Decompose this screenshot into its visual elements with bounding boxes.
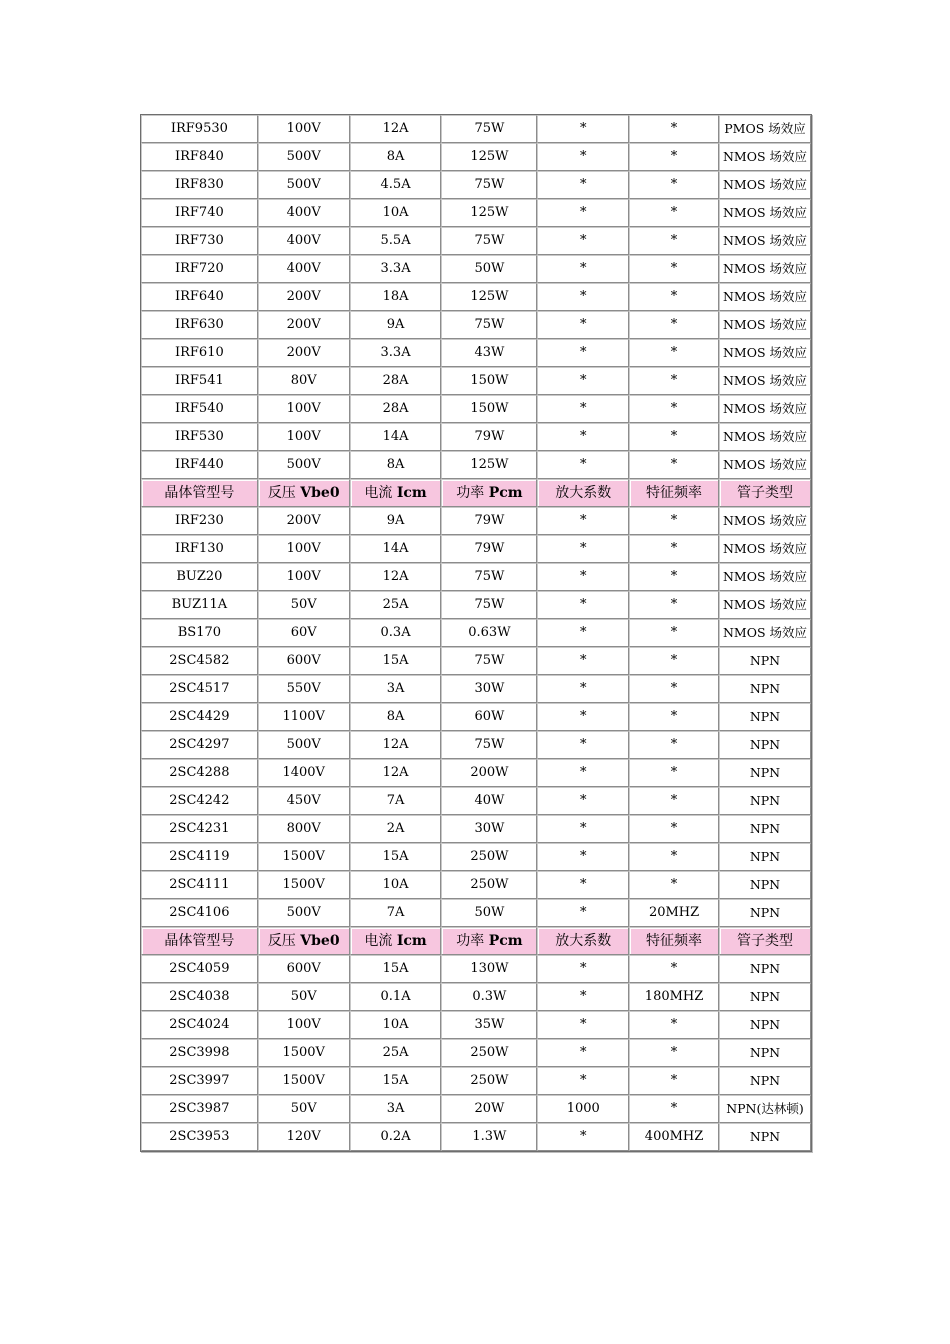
cell-voltage: 1100V [258,703,350,731]
cell-voltage: 200V [258,339,350,367]
cell-frequency: * [629,563,719,591]
cell-current: 4.5A [350,171,442,199]
cell-current: 18A [350,283,442,311]
cell-voltage: 500V [258,899,350,927]
cell-power: 75W [441,227,537,255]
table-row [141,591,811,619]
cell-voltage: 600V [258,647,350,675]
table-row [141,759,811,787]
cell-current: 3.3A [350,255,442,283]
cell-gain: * [537,423,629,451]
cell-frequency: 180MHZ [629,983,719,1011]
cell-current: 28A [350,367,442,395]
cell-frequency: * [629,619,719,647]
cell-frequency: * [629,843,719,871]
cell-model: 2SC4429 [141,703,258,731]
table-row [141,367,811,395]
cell-current: 10A [350,199,442,227]
cell-current: 0.2A [350,1123,442,1151]
cell-voltage: 120V [258,1123,350,1151]
cell-current: 15A [350,955,442,983]
cell-current: 14A [350,535,442,563]
cell-model: IRF720 [141,255,258,283]
header-gain: 放大系数 [537,479,629,507]
cell-model: IRF840 [141,143,258,171]
table-row [141,675,811,703]
cell-frequency: * [629,339,719,367]
cell-power: 40W [441,787,537,815]
header-model: 晶体管型号 [141,479,258,507]
cell-gain: * [537,563,629,591]
cell-power: 79W [441,535,537,563]
table-row [141,451,811,479]
table-row [141,507,811,535]
cell-model: 2SC4517 [141,675,258,703]
cell-power: 200W [441,759,537,787]
cell-voltage: 50V [258,983,350,1011]
table-row [141,899,811,927]
table-row [141,199,811,227]
cell-gain: * [537,115,629,143]
cell-frequency: * [629,171,719,199]
cell-gain: * [537,1011,629,1039]
cell-power: 125W [441,451,537,479]
cell-voltage: 500V [258,171,350,199]
cell-power: 75W [441,115,537,143]
cell-power: 75W [441,171,537,199]
cell-model: IRF230 [141,507,258,535]
cell-frequency: * [629,955,719,983]
cell-model: 2SC4024 [141,1011,258,1039]
cell-frequency: 20MHZ [629,899,719,927]
table-row [141,283,811,311]
cell-gain: * [537,227,629,255]
cell-model: 2SC4059 [141,955,258,983]
table-row [141,983,811,1011]
cell-current: 8A [350,451,442,479]
cell-voltage: 50V [258,1095,350,1123]
header-voltage: 反压 Vbe0 [258,927,350,955]
cell-power: 130W [441,955,537,983]
header-frequency: 特征频率 [629,479,719,507]
cell-model: 2SC4106 [141,899,258,927]
cell-frequency: * [629,451,719,479]
cell-type: NPN [719,1123,811,1151]
cell-voltage: 600V [258,955,350,983]
cell-gain: * [537,955,629,983]
cell-current: 12A [350,115,442,143]
cell-frequency: * [629,423,719,451]
cell-type: NMOS 场效应 [719,451,811,479]
cell-model: BUZ11A [141,591,258,619]
cell-power: 125W [441,143,537,171]
cell-current: 0.1A [350,983,442,1011]
cell-model: 2SC4288 [141,759,258,787]
cell-model: IRF9530 [141,115,258,143]
cell-power: 250W [441,1039,537,1067]
cell-model: IRF130 [141,535,258,563]
cell-frequency: * [629,311,719,339]
cell-gain: * [537,395,629,423]
cell-voltage: 80V [258,367,350,395]
cell-type: NMOS 场效应 [719,395,811,423]
cell-power: 75W [441,311,537,339]
header-type: 管子类型 [719,927,811,955]
cell-power: 75W [441,591,537,619]
cell-current: 8A [350,703,442,731]
cell-type: NPN [719,675,811,703]
cell-current: 5.5A [350,227,442,255]
cell-type: NMOS 场效应 [719,619,811,647]
cell-power: 125W [441,283,537,311]
cell-gain: * [537,899,629,927]
header-gain: 放大系数 [537,927,629,955]
cell-model: IRF530 [141,423,258,451]
cell-type: NMOS 场效应 [719,143,811,171]
cell-gain: * [537,703,629,731]
cell-type: NMOS 场效应 [719,423,811,451]
header-frequency: 特征频率 [629,927,719,955]
cell-type: NMOS 场效应 [719,283,811,311]
cell-voltage: 1500V [258,1039,350,1067]
cell-gain: * [537,983,629,1011]
cell-gain: * [537,787,629,815]
cell-type: NPN [719,731,811,759]
cell-current: 12A [350,731,442,759]
cell-current: 3A [350,1095,442,1123]
cell-power: 0.63W [441,619,537,647]
cell-current: 15A [350,647,442,675]
cell-type: NPN [719,815,811,843]
cell-gain: * [537,171,629,199]
cell-power: 150W [441,367,537,395]
cell-current: 25A [350,591,442,619]
cell-power: 20W [441,1095,537,1123]
table-row [141,815,811,843]
cell-model: 2SC4119 [141,843,258,871]
table-row [141,619,811,647]
cell-voltage: 200V [258,311,350,339]
cell-voltage: 1500V [258,843,350,871]
cell-current: 28A [350,395,442,423]
table-row [141,1123,811,1151]
cell-frequency: * [629,255,719,283]
cell-voltage: 450V [258,787,350,815]
cell-frequency: * [629,1067,719,1095]
cell-type: NMOS 场效应 [719,255,811,283]
cell-frequency: 400MHZ [629,1123,719,1151]
table-row [141,1011,811,1039]
table-row [141,871,811,899]
cell-model: 2SC4111 [141,871,258,899]
cell-gain: * [537,591,629,619]
cell-type: NPN [719,787,811,815]
cell-type: NPN(达林顿) [719,1095,811,1123]
table-row [141,647,811,675]
cell-voltage: 550V [258,675,350,703]
cell-gain: * [537,647,629,675]
table-row [141,843,811,871]
cell-frequency: * [629,1095,719,1123]
cell-type: NMOS 场效应 [719,563,811,591]
table-row [141,1067,811,1095]
cell-type: NMOS 场效应 [719,339,811,367]
table-row [141,423,811,451]
cell-model: IRF440 [141,451,258,479]
cell-frequency: * [629,591,719,619]
cell-frequency: * [629,731,719,759]
cell-type: NPN [719,703,811,731]
table-header-row [141,927,811,955]
cell-model: IRF730 [141,227,258,255]
cell-frequency: * [629,703,719,731]
cell-voltage: 100V [258,395,350,423]
cell-voltage: 100V [258,1011,350,1039]
table-row [141,787,811,815]
cell-type: NPN [719,955,811,983]
cell-type: NMOS 场效应 [719,507,811,535]
cell-gain: * [537,283,629,311]
cell-model: IRF830 [141,171,258,199]
cell-type: NPN [719,899,811,927]
cell-gain: * [537,843,629,871]
cell-voltage: 100V [258,535,350,563]
cell-voltage: 1400V [258,759,350,787]
cell-model: IRF540 [141,395,258,423]
cell-power: 75W [441,731,537,759]
cell-power: 35W [441,1011,537,1039]
cell-voltage: 60V [258,619,350,647]
cell-power: 0.3W [441,983,537,1011]
cell-power: 30W [441,815,537,843]
cell-model: IRF740 [141,199,258,227]
cell-power: 1.3W [441,1123,537,1151]
cell-current: 15A [350,1067,442,1095]
cell-type: NMOS 场效应 [719,535,811,563]
cell-model: 2SC3997 [141,1067,258,1095]
cell-frequency: * [629,507,719,535]
table-row [141,171,811,199]
cell-model: 2SC3953 [141,1123,258,1151]
table-row [141,227,811,255]
cell-current: 9A [350,507,442,535]
table-header-row [141,479,811,507]
table-row [141,703,811,731]
cell-type: NPN [719,647,811,675]
cell-model: IRF541 [141,367,258,395]
cell-gain: * [537,871,629,899]
cell-power: 79W [441,507,537,535]
cell-type: NPN [719,843,811,871]
cell-frequency: * [629,647,719,675]
cell-voltage: 50V [258,591,350,619]
cell-frequency: * [629,199,719,227]
cell-gain: * [537,199,629,227]
cell-frequency: * [629,871,719,899]
table-row [141,339,811,367]
cell-voltage: 100V [258,563,350,591]
cell-voltage: 800V [258,815,350,843]
cell-frequency: * [629,227,719,255]
table-row [141,143,811,171]
cell-current: 7A [350,787,442,815]
cell-gain: * [537,507,629,535]
cell-current: 25A [350,1039,442,1067]
cell-current: 12A [350,759,442,787]
table-row [141,563,811,591]
cell-voltage: 200V [258,507,350,535]
cell-current: 0.3A [350,619,442,647]
cell-power: 250W [441,1067,537,1095]
cell-gain: * [537,143,629,171]
cell-gain: 1000 [537,1095,629,1123]
cell-power: 250W [441,871,537,899]
cell-frequency: * [629,367,719,395]
cell-current: 7A [350,899,442,927]
cell-current: 10A [350,871,442,899]
cell-power: 79W [441,423,537,451]
cell-type: NMOS 场效应 [719,367,811,395]
cell-model: 2SC4242 [141,787,258,815]
cell-power: 50W [441,899,537,927]
cell-voltage: 200V [258,283,350,311]
cell-type: NPN [719,871,811,899]
cell-type: NPN [719,983,811,1011]
cell-frequency: * [629,1039,719,1067]
table-row [141,535,811,563]
cell-type: NMOS 场效应 [719,311,811,339]
cell-model: 2SC3987 [141,1095,258,1123]
cell-current: 9A [350,311,442,339]
table-row [141,115,811,143]
cell-type: NMOS 场效应 [719,591,811,619]
table-body [141,115,811,1151]
header-power: 功率 Pcm [441,927,537,955]
cell-frequency: * [629,143,719,171]
cell-frequency: * [629,115,719,143]
cell-model: 2SC3998 [141,1039,258,1067]
cell-type: NMOS 场效应 [719,199,811,227]
cell-voltage: 100V [258,115,350,143]
cell-model: 2SC4231 [141,815,258,843]
cell-gain: * [537,535,629,563]
cell-gain: * [537,1123,629,1151]
cell-frequency: * [629,815,719,843]
cell-current: 15A [350,843,442,871]
table-row [141,311,811,339]
cell-gain: * [537,339,629,367]
table-row [141,731,811,759]
cell-gain: * [537,675,629,703]
cell-model: BUZ20 [141,563,258,591]
cell-power: 50W [441,255,537,283]
cell-power: 125W [441,199,537,227]
cell-power: 75W [441,647,537,675]
cell-model: IRF630 [141,311,258,339]
cell-current: 8A [350,143,442,171]
cell-current: 3.3A [350,339,442,367]
cell-gain: * [537,367,629,395]
cell-gain: * [537,311,629,339]
cell-voltage: 500V [258,731,350,759]
cell-frequency: * [629,535,719,563]
cell-current: 10A [350,1011,442,1039]
cell-voltage: 400V [258,255,350,283]
cell-type: NPN [719,1067,811,1095]
cell-power: 30W [441,675,537,703]
header-voltage: 反压 Vbe0 [258,479,350,507]
cell-type: NMOS 场效应 [719,171,811,199]
header-type: 管子类型 [719,479,811,507]
table-row [141,1095,811,1123]
cell-voltage: 1500V [258,1067,350,1095]
cell-current: 14A [350,423,442,451]
cell-gain: * [537,255,629,283]
cell-model: BS170 [141,619,258,647]
header-current: 电流 Icm [350,927,442,955]
cell-voltage: 500V [258,143,350,171]
cell-voltage: 400V [258,227,350,255]
cell-gain: * [537,1039,629,1067]
table-row [141,1039,811,1067]
cell-voltage: 100V [258,423,350,451]
table-row [141,255,811,283]
cell-frequency: * [629,395,719,423]
cell-type: PMOS 场效应 [719,115,811,143]
table-row [141,955,811,983]
cell-gain: * [537,815,629,843]
cell-frequency: * [629,1011,719,1039]
cell-current: 3A [350,675,442,703]
cell-model: 2SC4297 [141,731,258,759]
cell-voltage: 1500V [258,871,350,899]
cell-frequency: * [629,675,719,703]
header-current: 电流 Icm [350,479,442,507]
cell-power: 250W [441,843,537,871]
header-model: 晶体管型号 [141,927,258,955]
cell-type: NPN [719,1011,811,1039]
cell-gain: * [537,731,629,759]
cell-model: IRF640 [141,283,258,311]
cell-current: 2A [350,815,442,843]
cell-gain: * [537,759,629,787]
cell-frequency: * [629,283,719,311]
header-power: 功率 Pcm [441,479,537,507]
cell-power: 43W [441,339,537,367]
cell-model: 2SC4582 [141,647,258,675]
cell-gain: * [537,1067,629,1095]
cell-voltage: 400V [258,199,350,227]
cell-frequency: * [629,759,719,787]
cell-gain: * [537,619,629,647]
cell-model: IRF610 [141,339,258,367]
cell-power: 60W [441,703,537,731]
cell-type: NPN [719,759,811,787]
cell-gain: * [537,451,629,479]
transistor-spec-table [140,114,812,1152]
table-row [141,395,811,423]
cell-power: 75W [441,563,537,591]
cell-model: 2SC4038 [141,983,258,1011]
cell-type: NPN [719,1039,811,1067]
cell-power: 150W [441,395,537,423]
cell-type: NMOS 场效应 [719,227,811,255]
cell-frequency: * [629,787,719,815]
cell-current: 12A [350,563,442,591]
cell-voltage: 500V [258,451,350,479]
